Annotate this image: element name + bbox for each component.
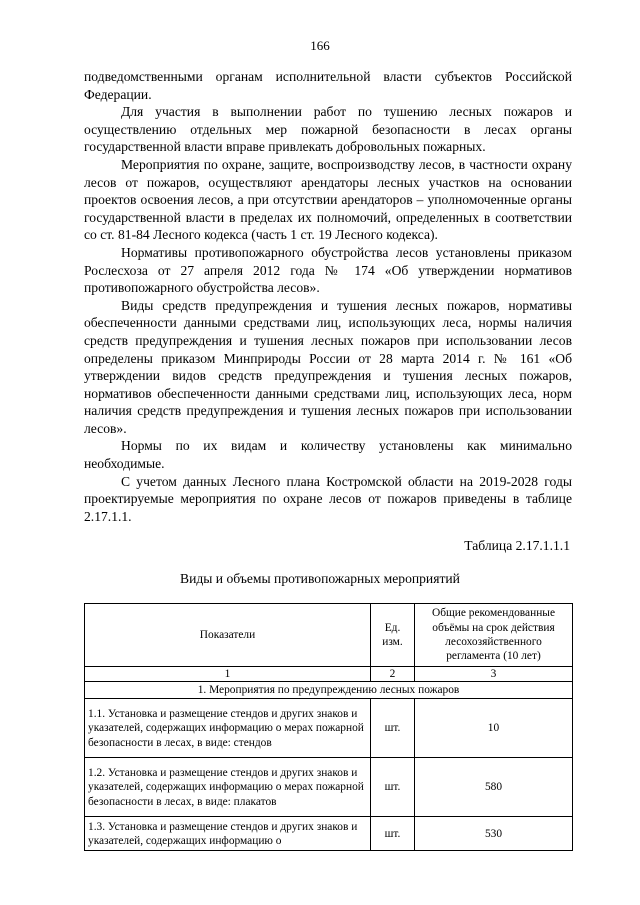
page-number: 166 <box>310 38 330 53</box>
table-title: Виды и объемы противопожарных мероприятий <box>180 571 460 586</box>
paragraph: подведомственными органам исполнительной власти субъектов Российской Федерации. <box>84 69 572 102</box>
paragraph: Нормы по их видам и количеству установлены как минимально необходимые. <box>84 438 572 472</box>
row-value: 10 <box>415 699 573 758</box>
row-unit: шт. <box>371 699 415 758</box>
column-number: 2 <box>371 667 415 682</box>
column-number: 1 <box>85 667 371 682</box>
paragraph: Мероприятия по охране, защите, воспроизводству лесов, в частности охрану лесов от пожаров, осуществляют арендаторы лесных участков на основании проектов освоения лесов, а при отсутствии арендаторов – уполномоченные органы государственной власти в пределах их полномочий, определенных в соответствии со ст. 81-84 Лесного кодекса (часть 1 ст. 19 Лесного кодекса). <box>84 156 572 243</box>
paragraph: Нормативы противопожарного обустройства лесов установлены приказом Рослесхоза от 27 апреля 2012 года № 174 «Об утверждении нормативов противопожарного обустройства лесов». <box>84 244 572 296</box>
table-row <box>85 758 573 817</box>
row-unit: шт. <box>371 758 415 817</box>
table-row <box>85 817 573 851</box>
header-indicator: Показатели <box>85 604 371 667</box>
paragraph: Для участия в выполнении работ по тушению лесных пожаров и осуществлению отдельных мер пожарной безопасности в лесах органы государственной власти вправе привлекать добровольных пожарных. <box>84 104 572 155</box>
paragraph: С учетом данных Лесного плана Костромской области на 2019-2028 годы проектируемые мероприятия по охране лесов от пожаров приведены в таблице 2.17.1.1. <box>84 473 572 524</box>
table-header-row <box>85 604 573 667</box>
body-text <box>84 68 572 525</box>
row-name: 1.3. Установка и размещение стендов и других знаков и указателей, содержащих информацию о <box>85 817 371 851</box>
row-name: 1.1. Установка и размещение стендов и других знаков и указателей, содержащих информацию о мерах пожарной безопасности в лесах, в виде: стендов <box>85 699 371 758</box>
row-value: 580 <box>415 758 573 817</box>
section-row <box>85 682 573 699</box>
column-number: 3 <box>415 667 573 682</box>
row-name: 1.2. Установка и размещение стендов и других знаков и указателей, содержащих информацию о мерах пожарной безопасности в лесах, в виде: плакатов <box>85 758 371 817</box>
table-row <box>85 699 573 758</box>
paragraph: Виды средств предупреждения и тушения лесных пожаров, нормативы обеспеченности данными средствами лиц, использующих леса, нормы наличия средств предупреждения и тушения лесных пожаров при использовании лесов определены приказом Минприроды России от 28 марта 2014 г. № 161 «Об утверждении видов средств предупреждения и тушения лесных пожаров, нормативов обеспеченности данными средствами лиц, использующих леса, норм наличия средств предупреждения и тушения лесных пожаров при использовании лесов». <box>84 297 572 436</box>
column-number-row <box>85 667 573 682</box>
row-value: 530 <box>415 817 573 851</box>
row-unit: шт. <box>371 817 415 851</box>
header-unit: Ед. изм. <box>371 604 415 667</box>
header-volume: Общие рекомендованные объёмы на срок действия лесохозяйственного регламента (10 лет) <box>415 604 573 667</box>
table-label: Таблица 2.17.1.1.1 <box>464 538 570 553</box>
section-title: 1. Мероприятия по предупреждению лесных пожаров <box>85 682 573 699</box>
fire-measures-table <box>84 603 573 851</box>
